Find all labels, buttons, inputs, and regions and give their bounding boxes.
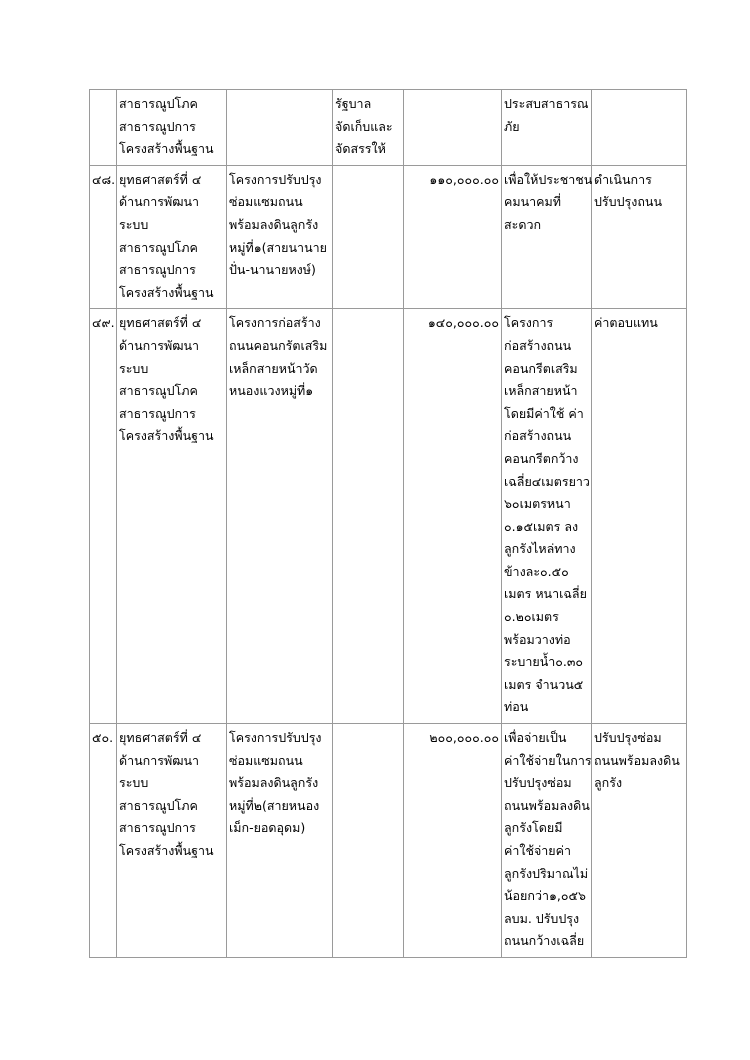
purpose-line: คมนาคมที่ bbox=[504, 194, 562, 210]
purpose-line: โครงการ bbox=[504, 315, 554, 331]
project-cell bbox=[227, 90, 333, 166]
strategy-line: โครงสร้างพื้นฐาน bbox=[119, 428, 214, 444]
purpose-line: ท่อน bbox=[504, 699, 529, 715]
project-line: พร้อมลงดินลูกรัง bbox=[229, 216, 319, 232]
project-line: ซ่อมแซมถนน bbox=[229, 194, 303, 210]
note-cell bbox=[592, 90, 687, 166]
strategy-line: ยุทธศาสตร์ที่ ๔ bbox=[119, 315, 202, 331]
note-line: ลูกรัง bbox=[594, 775, 623, 791]
purpose-line: เฉลี่ย๔เมตรยาว bbox=[504, 473, 590, 489]
purpose-line: เหล็กสายหน้า bbox=[504, 383, 578, 399]
purpose-cell bbox=[502, 165, 592, 309]
purpose-line: เมตร จำนวน๕ bbox=[504, 676, 584, 692]
funding-source-cell bbox=[333, 90, 404, 166]
strategy-line: สาธารณูปการ bbox=[119, 118, 196, 134]
note-cell bbox=[592, 165, 687, 309]
purpose-line: เมตร หนาเฉลี่ย bbox=[504, 586, 587, 602]
purpose-line: ประสบสาธารณ bbox=[504, 96, 589, 111]
purpose-line: สะดวก bbox=[504, 216, 542, 232]
project-line: ปั่น-นานายหงษ์) bbox=[229, 262, 316, 278]
project-line: หมู่ที่๒(สายหนอง bbox=[229, 797, 320, 813]
table-body bbox=[90, 90, 687, 958]
funding-source-line: จัดสรรให้ bbox=[335, 141, 386, 157]
row-number-text: ๔๙. bbox=[92, 315, 115, 331]
purpose-line: ลบม. ปรับปรุง bbox=[504, 910, 580, 926]
amount-cell bbox=[404, 309, 502, 724]
project-cell bbox=[227, 309, 333, 724]
project-line: โครงการปรับปรุง bbox=[229, 171, 322, 187]
strategy-line: สาธารณูปการ bbox=[119, 262, 196, 278]
table-row bbox=[90, 724, 687, 958]
purpose-line: ลูกรังปริมาณไม่ bbox=[504, 865, 589, 881]
funding-source-cell bbox=[333, 724, 404, 958]
purpose-line: ค่าใช้จ่ายค่า bbox=[504, 843, 572, 858]
funding-source-line: รัฐบาล bbox=[335, 96, 372, 111]
row-number-text: ๔๘. bbox=[92, 171, 116, 187]
amount-cell bbox=[404, 165, 502, 309]
note-cell bbox=[592, 309, 687, 724]
strategy-line: ระบบ bbox=[119, 775, 149, 791]
strategy-cell bbox=[117, 724, 227, 958]
purpose-line: ค่าใช้จ่ายในการ bbox=[504, 752, 592, 768]
strategy-cell bbox=[117, 165, 227, 309]
purpose-line: ข้างละ๐.๕๐ bbox=[504, 563, 569, 579]
purpose-line: ๖๐เมตรหนา bbox=[504, 496, 571, 512]
strategy-line: ด้านการพัฒนา bbox=[119, 194, 200, 210]
strategy-line: ด้านการพัฒนา bbox=[119, 337, 200, 353]
purpose-line: คอนกรีตเสริม bbox=[504, 360, 578, 376]
note-line: ปรับปรุงถนน bbox=[594, 194, 662, 210]
purpose-cell bbox=[502, 309, 592, 724]
funding-source-cell bbox=[333, 165, 404, 309]
project-cell bbox=[227, 165, 333, 309]
table-row bbox=[90, 309, 687, 724]
strategy-line: สาธารณูปโภค bbox=[119, 239, 198, 255]
amount-cell bbox=[404, 90, 502, 166]
project-line: ถนนคอนกรัตเสริม bbox=[229, 337, 328, 353]
strategy-line: สาธารณูปโภค bbox=[119, 96, 198, 111]
purpose-line: เพื่อให้ประชาชน bbox=[504, 171, 593, 187]
note-line: ถนนพร้อมลงดิน bbox=[594, 752, 680, 768]
strategy-line: สาธารณูปการ bbox=[119, 405, 196, 421]
project-line: หนองแวงหมู่ที่๑ bbox=[229, 383, 314, 399]
strategy-line: ระบบ bbox=[119, 216, 149, 232]
purpose-line: เพื่อจ่ายเป็น bbox=[504, 730, 567, 746]
project-line: เม็ก-ยอดอุดม) bbox=[229, 820, 306, 836]
budget-table bbox=[89, 89, 687, 958]
strategy-line: สาธารณูปโภค bbox=[119, 383, 198, 399]
note-line: ดำเนินการ bbox=[594, 171, 652, 187]
purpose-line: ลูกรังโดยมี bbox=[504, 820, 563, 836]
project-line: โครงการปรับปรุง bbox=[229, 730, 322, 746]
purpose-line: ปรับปรุงซ่อม bbox=[504, 775, 572, 791]
row-number bbox=[90, 90, 117, 166]
table-row bbox=[90, 165, 687, 309]
purpose-line: ถนนกว้างเฉลี่ย bbox=[504, 933, 585, 949]
strategy-line: ยุทธศาสตร์ที่ ๔ bbox=[119, 171, 202, 187]
purpose-cell bbox=[502, 724, 592, 958]
row-number bbox=[90, 309, 117, 724]
amount-text: ๒๐๐,๐๐๐.๐๐ bbox=[429, 730, 499, 746]
row-number bbox=[90, 165, 117, 309]
strategy-line: สาธารณูปการ bbox=[119, 820, 196, 836]
purpose-line: ๐.๒๐เมตร bbox=[504, 609, 559, 625]
strategy-line: สาธารณูปโภค bbox=[119, 797, 198, 813]
project-line: หมู่ที่๑(สายนานาย bbox=[229, 239, 327, 255]
row-number-text: ๕๐. bbox=[92, 730, 114, 746]
purpose-line: ๐.๑๕เมตร ลง bbox=[504, 518, 579, 534]
purpose-line: ก่อสร้างถนน bbox=[504, 337, 572, 353]
strategy-line: โครงสร้างพื้นฐาน bbox=[119, 843, 214, 858]
table-row bbox=[90, 90, 687, 166]
strategy-cell bbox=[117, 90, 227, 166]
strategy-line: ยุทธศาสตร์ที่ ๔ bbox=[119, 730, 202, 746]
note-line: ค่าตอบแทน bbox=[594, 315, 658, 331]
strategy-cell bbox=[117, 309, 227, 724]
strategy-line: ระบบ bbox=[119, 360, 149, 376]
purpose-cell bbox=[502, 90, 592, 166]
funding-source-line: จัดเก็บและ bbox=[335, 118, 393, 134]
strategy-line: ด้านการพัฒนา bbox=[119, 752, 200, 768]
note-cell bbox=[592, 724, 687, 958]
purpose-line: ถนนพร้อมลงดิน bbox=[504, 797, 590, 813]
project-cell bbox=[227, 724, 333, 958]
project-line: เหล็กสายหน้าวัด bbox=[229, 360, 318, 376]
purpose-line: คอนกรีตกว้าง bbox=[504, 450, 579, 466]
purpose-line: ลูกรังไหล่ทาง bbox=[504, 541, 576, 557]
strategy-line: โครงสร้างพื้นฐาน bbox=[119, 141, 214, 157]
note-line: ปรับปรุงซ่อม bbox=[594, 730, 662, 746]
purpose-line: ก่อสร้างถนน bbox=[504, 428, 572, 444]
project-line: พร้อมลงดินลูกรัง bbox=[229, 775, 319, 791]
purpose-line: ระบายน้ำ๐.๓๐ bbox=[504, 654, 584, 670]
purpose-line: ภัย bbox=[504, 118, 520, 134]
project-line: โครงการก่อสร้าง bbox=[229, 315, 321, 331]
purpose-line: น้อยกว่า๑,๐๕๖ bbox=[504, 888, 586, 904]
purpose-line: โดยมีค่าใช้ ค่า bbox=[504, 405, 584, 421]
purpose-line: พร้อมวางท่อ bbox=[504, 631, 571, 647]
strategy-line: โครงสร้างพื้นฐาน bbox=[119, 284, 214, 300]
funding-source-cell bbox=[333, 309, 404, 724]
row-number bbox=[90, 724, 117, 958]
amount-text: ๑๑๐,๐๐๐.๐๐ bbox=[429, 171, 499, 187]
amount-text: ๑๔๐,๐๐๐.๐๐ bbox=[427, 315, 499, 331]
amount-cell bbox=[404, 724, 502, 958]
project-line: ซ่อมแซมถนน bbox=[229, 752, 303, 768]
